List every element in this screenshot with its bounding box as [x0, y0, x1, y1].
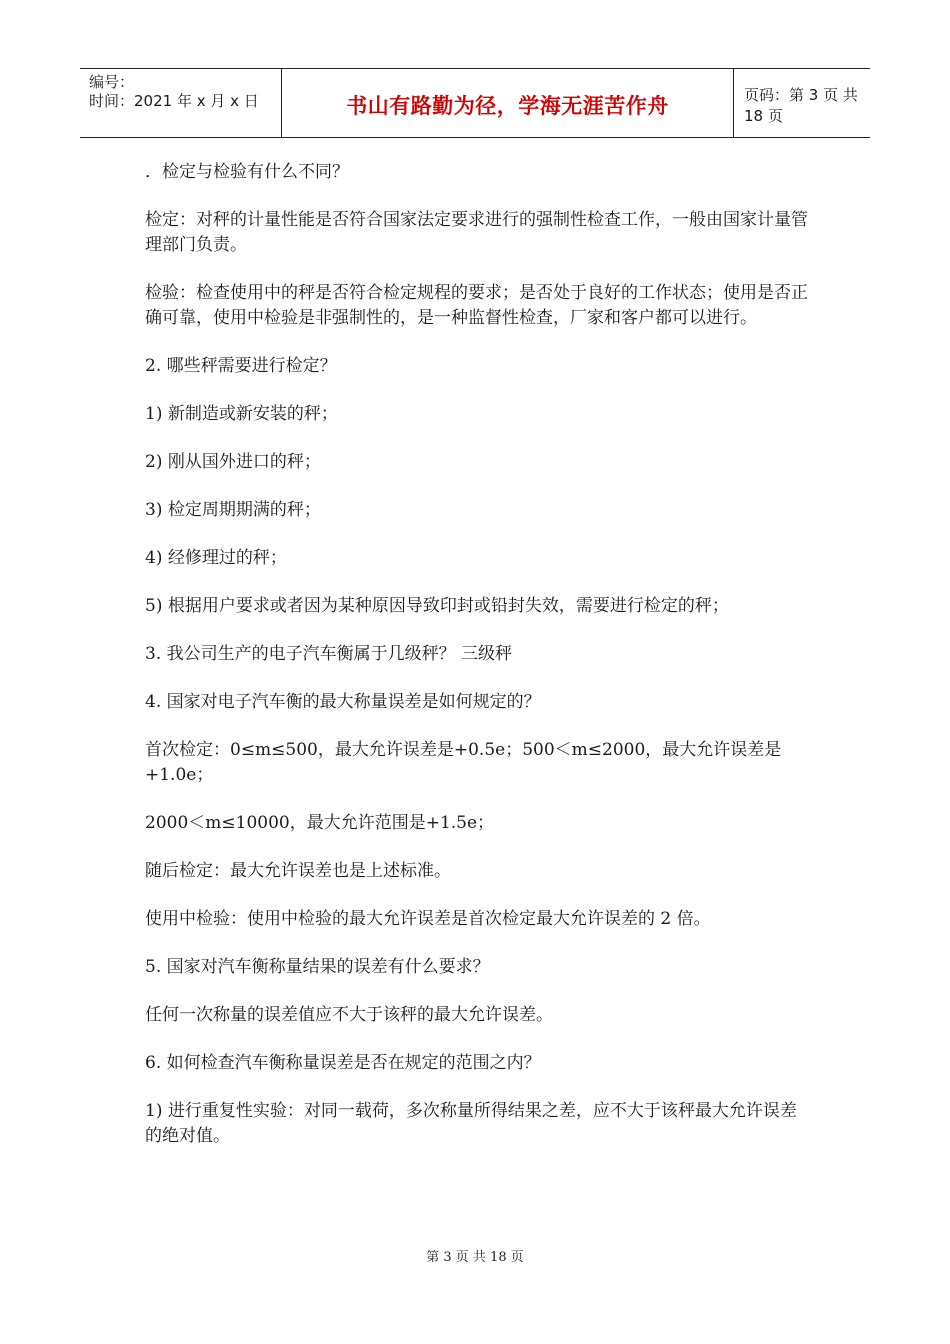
header-meta — [80, 69, 282, 137]
list-item: 4) 经修理过的秤； — [145, 548, 287, 568]
header-motto-cell — [282, 69, 734, 137]
paragraph: ．检定与检验有什么不同？ — [145, 162, 349, 182]
paragraph: 随后检定：最大允许误差也是上述标准。 — [145, 861, 451, 881]
paragraph: 4. 国家对电子汽车衡的最大称量误差是如何规定的？ — [145, 692, 541, 712]
paragraph: 2. 哪些秤需要进行检定？ — [145, 356, 337, 376]
header-motto: 书山有路勤为径，学海无涯苦作舟 — [346, 94, 669, 118]
list-item: 2) 刚从国外进口的秤； — [145, 452, 321, 472]
list-item: 1) 进行重复性实验：对同一载荷，多次称量所得结果之差，应不大于该秤最大允许误差的绝对值。 — [145, 1101, 797, 1146]
list-item: 5) 根据用户要求或者因为某种原因导致印封或铅封失效，需要进行检定的秤； — [145, 596, 729, 616]
paragraph: 3. 我公司生产的电子汽车衡属于几级秤？ 三级秤 — [145, 644, 513, 664]
paragraph: 检验：检查使用中的秤是否符合检定规程的要求；是否处于良好的工作状态；使用是否正确可靠，使用中检验是非强制性的，是一种监督性检查，厂家和客户都可以进行。 — [145, 283, 808, 328]
header-page-info: 页码：第 3 页 共 18 页 — [744, 86, 858, 125]
paragraph: 2000＜m≤10000，最大允许范围是+1.5e； — [145, 813, 495, 833]
paragraph: 首次检定：0≤m≤500，最大允许误差是+0.5e；500＜m≤2000，最大允许误差是+1.0e； — [145, 740, 782, 785]
paragraph: 使用中检验：使用中检验的最大允许误差是首次检定最大允许误差的 2 倍。 — [145, 909, 711, 929]
document-body — [145, 160, 810, 1172]
paragraph: 任何一次称量的误差值应不大于该秤的最大允许误差。 — [145, 1005, 553, 1025]
paragraph: 5. 国家对汽车衡称量结果的误差有什么要求？ — [145, 957, 490, 977]
document-date-label: 时间：2021 年 x 月 x 日 — [89, 92, 259, 110]
paragraph: 6. 如何检查汽车衡称量误差是否在规定的范围之内？ — [145, 1053, 541, 1073]
page-footer: 第 3 页 共 18 页 — [426, 1250, 524, 1265]
document-number-label: 编号： — [89, 73, 135, 91]
paragraph: 检定：对秤的计量性能是否符合国家法定要求进行的强制性检查工作，一般由国家计量管理部门负责。 — [145, 210, 808, 255]
page-header — [80, 68, 870, 138]
list-item: 3) 检定周期期满的秤； — [145, 500, 321, 520]
list-item: 1) 新制造或新安装的秤； — [145, 404, 338, 424]
